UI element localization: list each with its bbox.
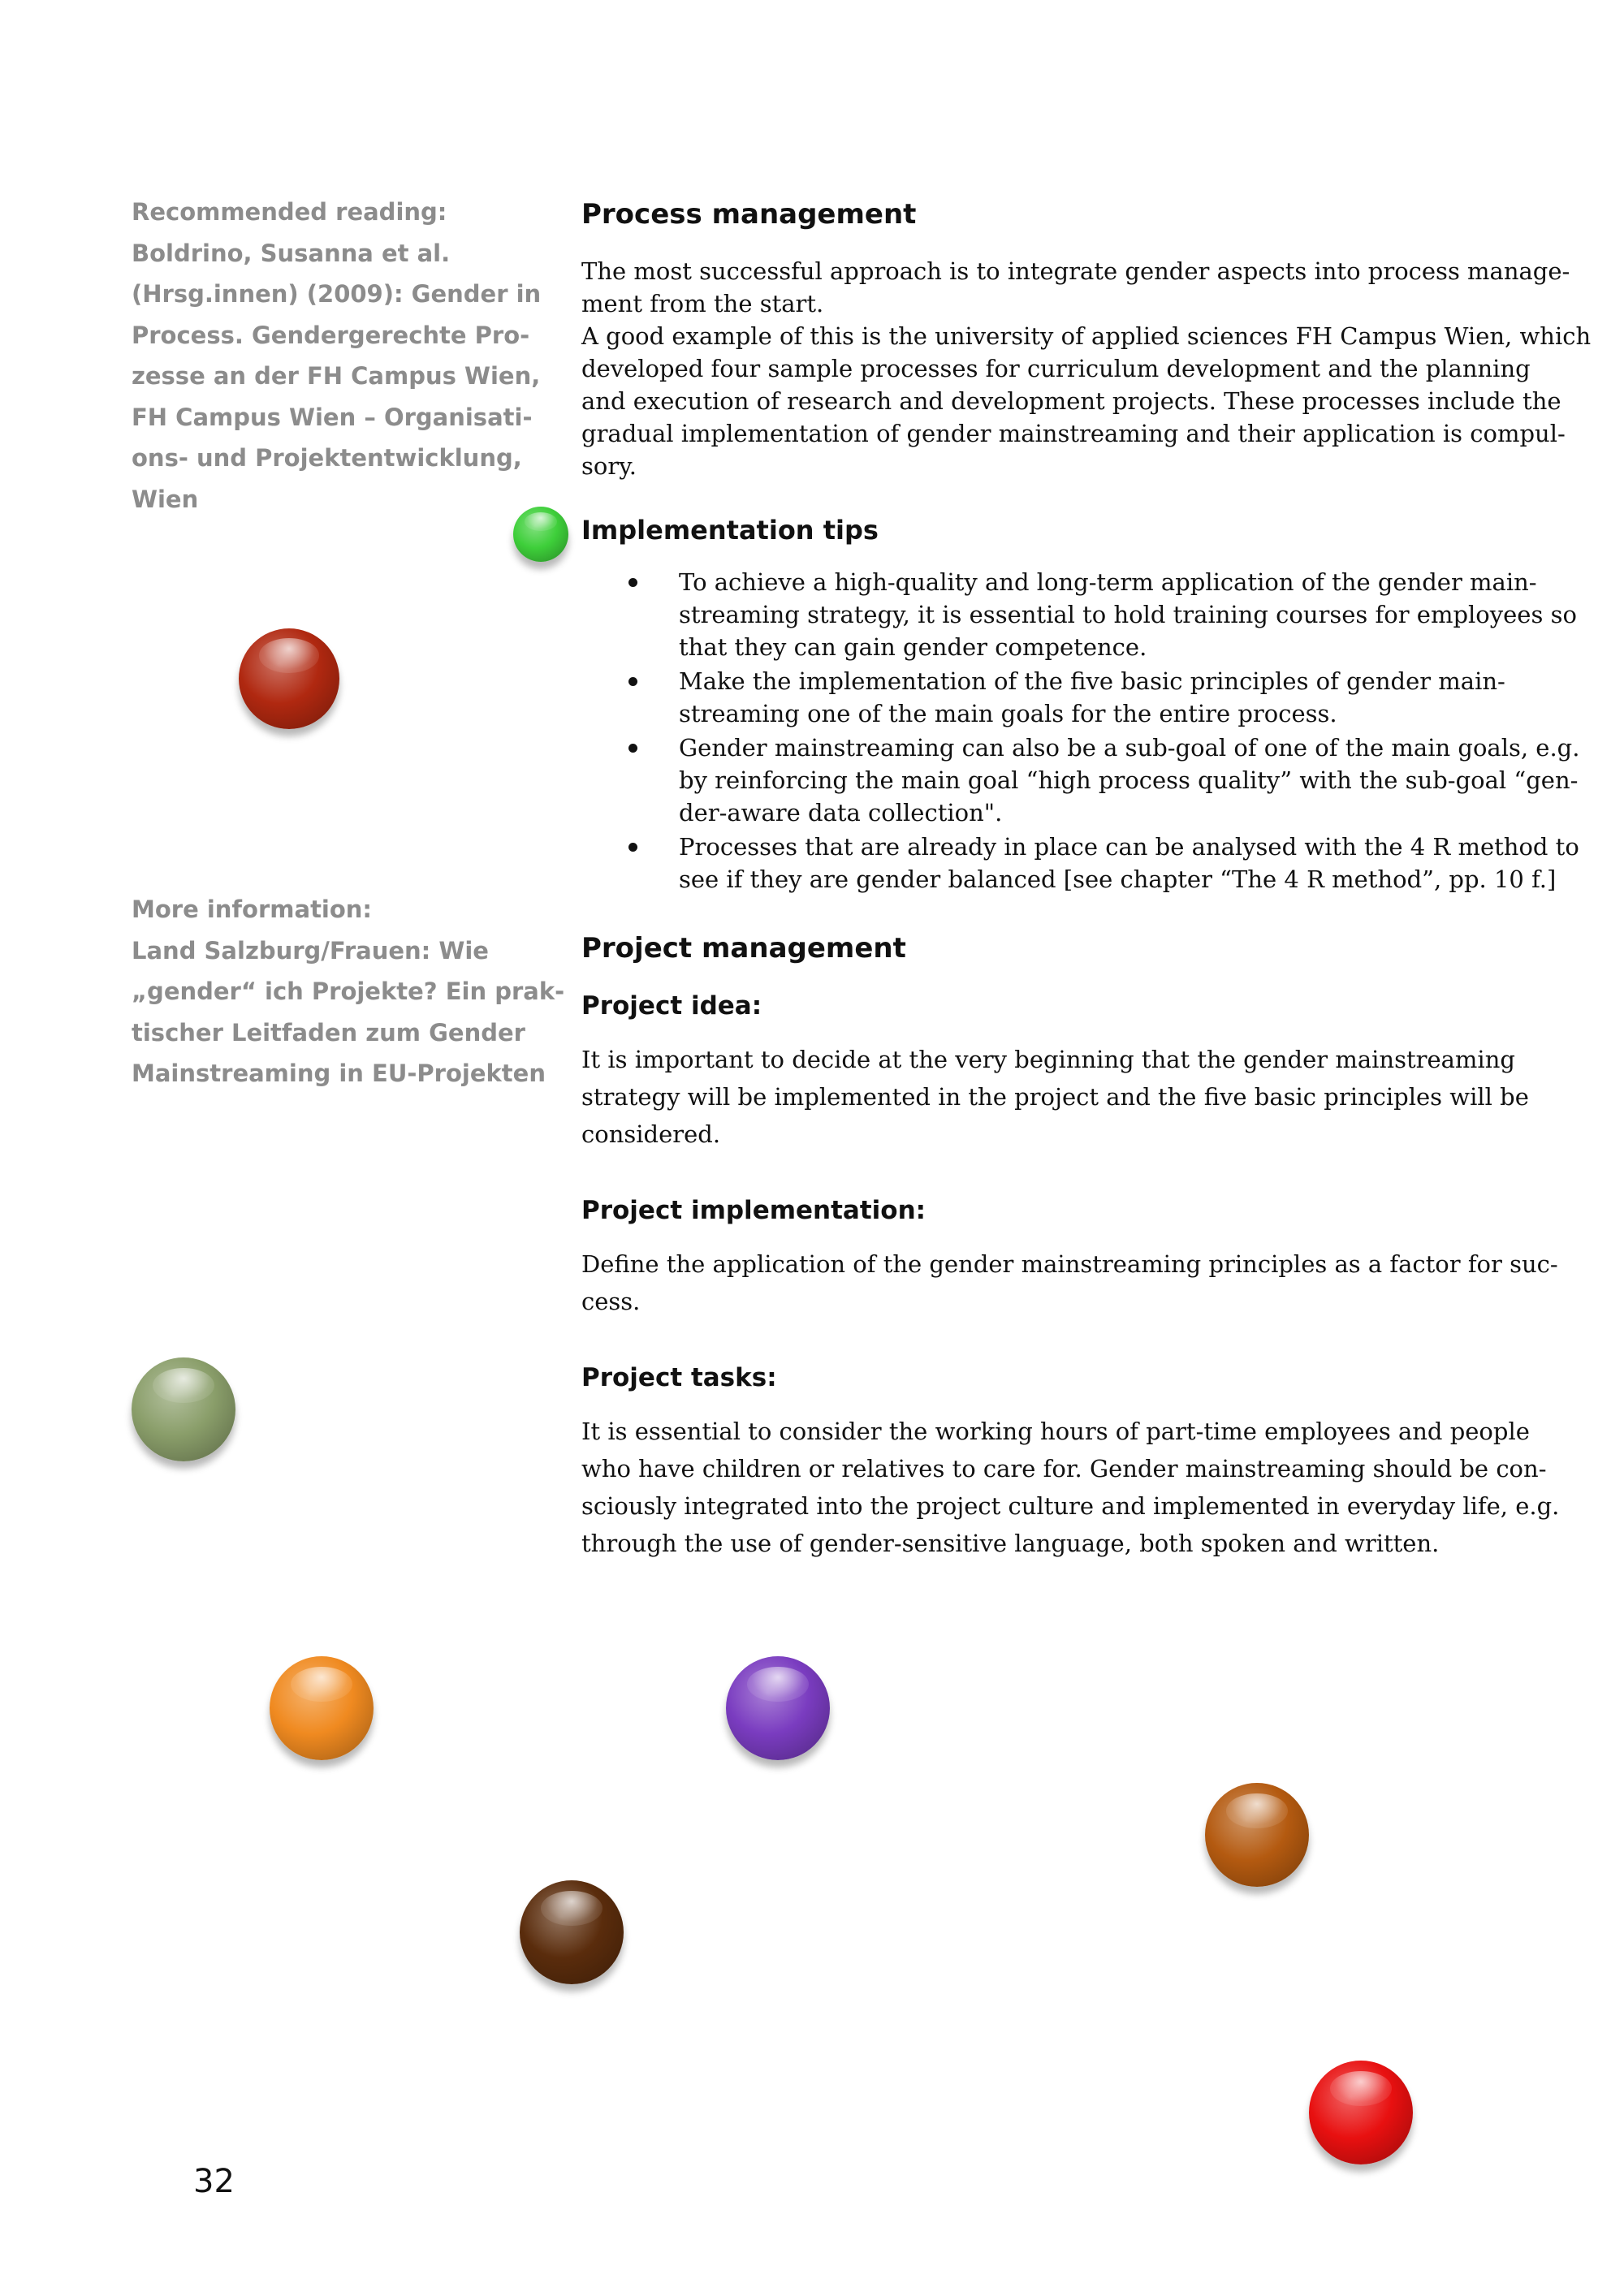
list-item <box>581 831 1579 896</box>
paragraph-line: gradual implementation of gender mainstreaming and their application is compul- <box>581 420 1566 447</box>
bullet-icon <box>628 677 637 686</box>
bullet-icon <box>628 843 637 852</box>
amber-brown-ball-icon <box>1205 1783 1309 1887</box>
list-item <box>581 732 1580 829</box>
sidebar-line: Process. Gendergerechte Pro- <box>132 321 530 349</box>
paragraph-line: sory. <box>581 452 637 480</box>
purple-ball-icon <box>726 1656 830 1760</box>
list-item-line: see if they are gender balanced [see chapter “The 4 R method”, pp. 10 f.] <box>679 865 1557 893</box>
project-idea-heading: Project idea: <box>581 991 762 1021</box>
more-information <box>132 889 565 1094</box>
sidebar-line: Recommended reading: <box>132 198 447 226</box>
dark-brown-ball-icon <box>520 1880 624 1984</box>
green-ball-icon <box>513 507 568 562</box>
list-item <box>581 665 1574 730</box>
sidebar-line: More information: <box>132 896 373 923</box>
project-tasks-paragraph <box>581 1413 1574 1562</box>
olive-green-ball-icon <box>132 1357 235 1461</box>
bullet-icon <box>628 744 637 753</box>
paragraph-line: through the use of gender-sensitive language, both spoken and written. <box>581 1530 1440 1557</box>
list-item-line: that they can gain gender competence. <box>679 633 1147 661</box>
project-management-heading: Project management <box>581 932 906 965</box>
orange-ball-icon <box>270 1656 374 1760</box>
list-item-line: streaming strategy, it is essential to hold training courses for employees so <box>679 601 1577 628</box>
list-item-line: Processes that are already in place can be analysed with the 4 R method to <box>679 833 1579 861</box>
paragraph-line: developed four sample processes for curriculum development and the planning <box>581 355 1531 382</box>
paragraph-line: The most successful approach is to integrate gender aspects into process manage- <box>581 257 1570 285</box>
paragraph-line: Define the application of the gender mainstreaming principles as a factor for suc- <box>581 1250 1558 1278</box>
paragraph-line: ment from the start. <box>581 290 824 317</box>
paragraph-line: It is important to decide at the very beginning that the gender mainstreaming <box>581 1046 1515 1073</box>
project-implementation-heading: Project implementation: <box>581 1196 926 1225</box>
page-number: 32 <box>193 2163 235 2200</box>
paragraph-line: who have children or relatives to care for. Gender mainstreaming should be con- <box>581 1455 1547 1482</box>
paragraph-line: strategy will be implemented in the project and the five basic principles will be <box>581 1083 1529 1111</box>
list-item-line: by reinforcing the main goal “high process quality” with the sub-goal “gen- <box>679 766 1579 794</box>
dark-red-ball-icon <box>239 628 339 729</box>
sidebar-line: Boldrino, Susanna et al. <box>132 239 451 267</box>
paragraph-line: and execution of research and development projects. These processes include the <box>581 387 1561 415</box>
paragraph-line: considered. <box>581 1120 721 1148</box>
sidebar-line: „gender“ ich Projekte? Ein prak- <box>132 978 565 1005</box>
project-idea-paragraph <box>581 1041 1574 1153</box>
paragraph-line: A good example of this is the university of applied sciences FH Campus Wien, which <box>581 322 1592 350</box>
bullet-icon <box>628 578 637 587</box>
list-item <box>581 566 1577 663</box>
list-item-line: Gender mainstreaming can also be a sub-goal of one of the main goals, e.g. <box>679 734 1580 762</box>
list-item-line: der-aware data collection". <box>679 799 1003 826</box>
sidebar-line: Mainstreaming in EU-Projekten <box>132 1060 546 1087</box>
recommended-reading <box>132 192 542 520</box>
project-implementation-paragraph <box>581 1245 1574 1320</box>
process-management-paragraph <box>581 255 1592 482</box>
paragraph-line: cess. <box>581 1288 641 1315</box>
list-item-line: streaming one of the main goals for the entire process. <box>679 700 1337 727</box>
sidebar-line: Land Salzburg/Frauen: Wie <box>132 936 489 965</box>
sidebar-line: Wien <box>132 485 199 513</box>
list-item-line: Make the implementation of the five basic principles of gender main- <box>679 667 1505 695</box>
implementation-tips-list <box>581 566 1580 897</box>
list-item-line: To achieve a high-quality and long-term application of the gender main- <box>679 568 1537 596</box>
sidebar-line: (Hrsg.innen) (2009): Gender in <box>132 280 542 308</box>
project-tasks-heading: Project tasks: <box>581 1363 777 1392</box>
paragraph-line: It is essential to consider the working hours of part-time employees and people <box>581 1418 1530 1445</box>
process-management-heading: Process management <box>581 198 917 231</box>
paragraph-line: sciously integrated into the project culture and implemented in everyday life, e.g. <box>581 1492 1560 1520</box>
implementation-tips-heading: Implementation tips <box>581 515 879 546</box>
sidebar-line: tischer Leitfaden zum Gender <box>132 1018 525 1047</box>
sidebar-line: ons- und Projektentwicklung, <box>132 444 522 472</box>
sidebar-line: FH Campus Wien – Organisati- <box>132 403 533 431</box>
sidebar-line: zesse an der FH Campus Wien, <box>132 362 541 390</box>
red-ball-icon <box>1309 2061 1413 2164</box>
